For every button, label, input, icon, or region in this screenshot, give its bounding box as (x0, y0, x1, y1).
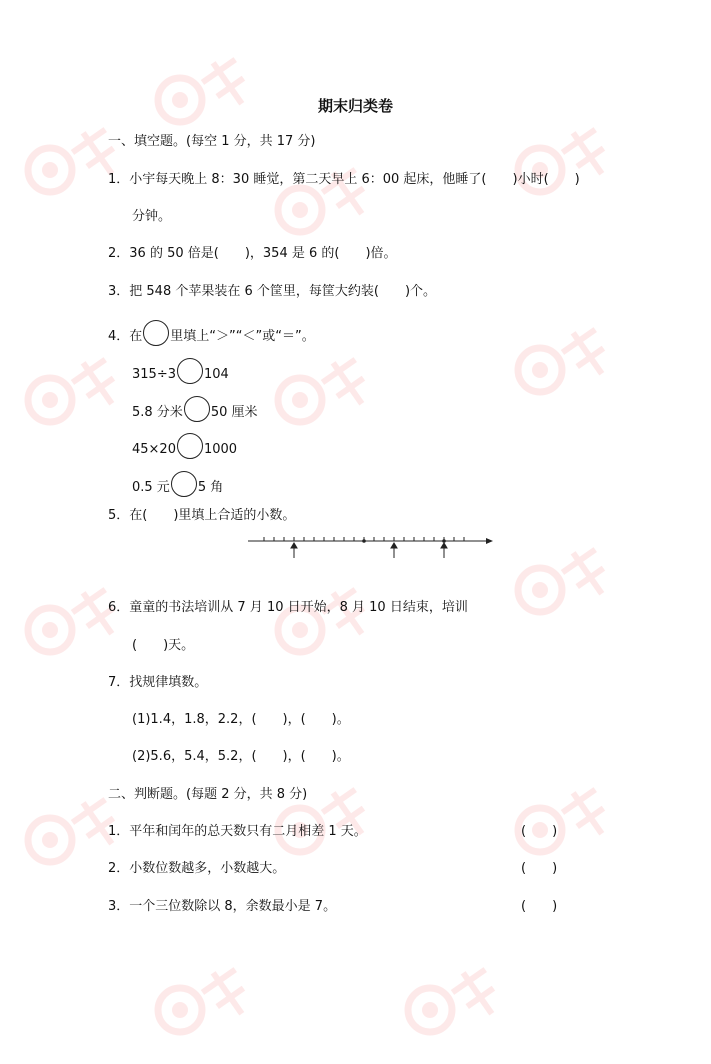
section1-heading: 一、填空题。(每空 1 分，共 17 分) (108, 134, 316, 149)
judge-answer-box[interactable]: ( ) (521, 861, 558, 876)
comparison-circle[interactable] (171, 471, 197, 497)
q5: 5．在( )里填上合适的小数。 (108, 508, 296, 523)
watermark-logo-icon (270, 140, 390, 260)
q4-item-right: 104 (203, 367, 229, 382)
judge-answer-box[interactable]: ( ) (521, 899, 558, 914)
point-one (362, 539, 366, 543)
arrow-head-icon (486, 538, 493, 544)
comparison-circle[interactable] (184, 396, 210, 422)
judge-item: 3．一个三位数除以 8，余数最小是 7。 (108, 899, 337, 914)
judge-item: 1．平年和闰年的总天数只有二月相差 1 天。 (108, 824, 367, 839)
q4-item (132, 433, 237, 460)
watermark-logo-icon (270, 330, 390, 450)
q4-item-left: 5.8 分米 (132, 405, 183, 420)
q7-sub1: (1)1.4，1.8，2.2，( )，( )。 (132, 712, 350, 727)
q4-item-right: 5 角 (197, 480, 224, 495)
judge-item: 2．小数位数越多，小数越大。 (108, 861, 286, 876)
judge-answer-box[interactable]: ( ) (521, 824, 558, 839)
q4-item-left: 45×20 (132, 442, 176, 457)
q1-line2: 分钟。 (132, 209, 172, 224)
watermark-logo-icon (150, 940, 270, 1060)
q6-line2: ( )天。 (132, 638, 195, 653)
page-title: 期末归类卷 (317, 97, 393, 115)
number-line (248, 532, 493, 588)
watermark-logo-icon (510, 520, 630, 640)
q7-sub2: (2)5.6，5.4，5.2，( )，( )。 (132, 749, 350, 764)
up-arrow-icon (441, 543, 447, 548)
q4 (108, 320, 315, 347)
comparison-circle[interactable] (177, 433, 203, 459)
watermark-logo-icon (20, 329, 143, 450)
q3: 3．把 548 个苹果装在 6 个筐里，每筐大约装( )个。 (108, 284, 437, 299)
q2: 2．36 的 50 倍是( )，354 是 6 的( )倍。 (108, 246, 397, 261)
comparison-circle[interactable] (177, 358, 203, 384)
watermark-logo-icon (510, 300, 630, 420)
q4-post: 里填上“＞”“＜”或“＝”。 (170, 329, 315, 344)
q4-item-left: 315÷3 (132, 367, 176, 382)
arrow-markers (291, 543, 447, 558)
q4-item-right: 1000 (203, 442, 238, 457)
q4-item (132, 358, 229, 385)
q4-item (132, 471, 223, 498)
q1-line1: 1．小宇每天晚上 8：30 睡觉，第二天早上 6：00 起床，他睡了( )小时( ) (108, 172, 580, 187)
watermark-logo-icon (270, 760, 390, 880)
watermark-logo-icon (400, 940, 520, 1060)
q4-item (132, 396, 258, 423)
q4-pre: 4．在 (108, 329, 143, 344)
q4-item-right: 50 厘米 (210, 405, 258, 420)
up-arrow-icon (291, 543, 297, 548)
watermark-logo-icon (20, 560, 140, 680)
watermark-logo-icon (20, 100, 140, 220)
section2-heading: 二、判断题。(每题 2 分，共 8 分) (108, 787, 308, 802)
q6-line1: 6．童童的书法培训从 7 月 10 日开始，8 月 10 日结束，培训 (108, 600, 468, 615)
q4-item-left: 0.5 元 (132, 480, 170, 495)
up-arrow-icon (391, 543, 397, 548)
comparison-circle[interactable] (143, 320, 169, 346)
watermark-logo-icon (510, 100, 630, 220)
q7-heading: 7．找规律填数。 (108, 675, 208, 690)
